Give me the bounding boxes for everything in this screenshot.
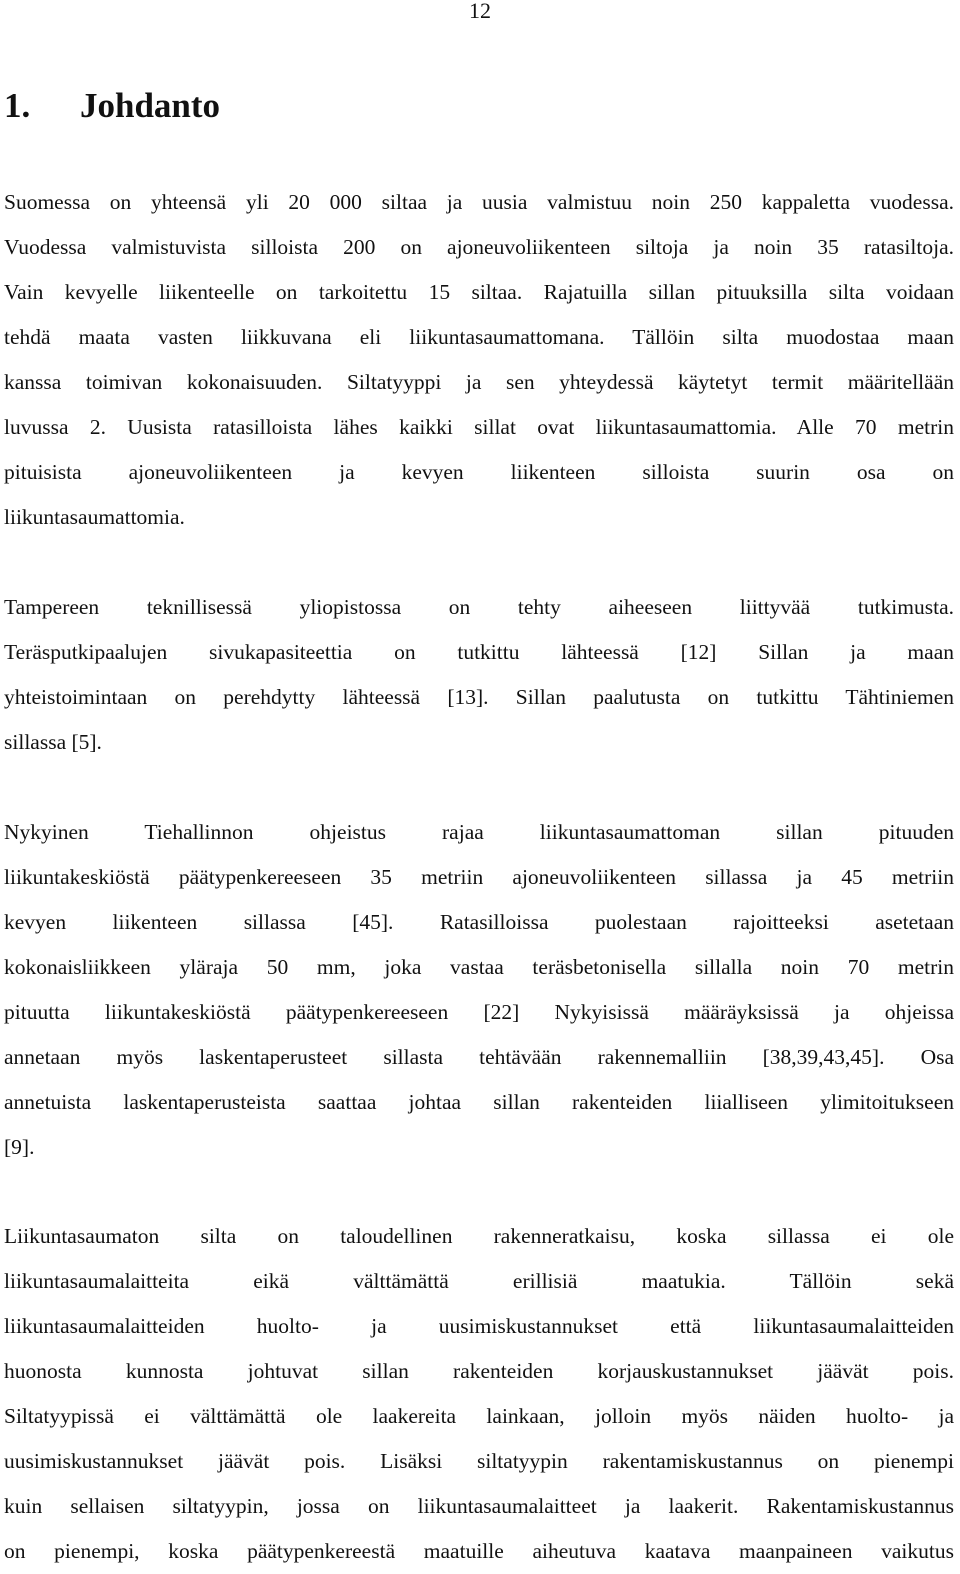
text-line: liikuntasaumalaitteita eikä välttämättä erillisiä maatukia. Tällöin sekä <box>4 1269 954 1293</box>
text-line: Nykyinen Tiehallinnon ohjeistus rajaa liikuntasaumattoman sillan pituuden <box>4 820 954 844</box>
text-line: yhteistoimintaan on perehdytty lähteessä [13]. Sillan paalutusta on tutkittu Tähtiniemen <box>4 685 954 709</box>
text-line: pituisista ajoneuvoliikenteen ja kevyen liikenteen silloista suurin osa on <box>4 460 954 484</box>
text-line: liikuntasaumalaitteiden huolto- ja uusimiskustannukset että liikuntasaumalaitteiden <box>4 1314 954 1338</box>
page-number: 12 <box>469 0 491 23</box>
chapter-title: Johdanto <box>80 86 221 125</box>
text-line: kevyen liikenteen sillassa [45]. Ratasilloissa puolestaan rajoitteeksi asetetaan <box>4 910 954 934</box>
text-line: annetuista laskentaperusteista saattaa johtaa sillan rakenteiden liialliseen ylimitoitukseen <box>4 1090 954 1114</box>
text-line: sillassa [5]. <box>4 730 102 754</box>
chapter-heading <box>4 84 220 128</box>
paragraph-4 <box>4 1214 954 1574</box>
paragraph-2 <box>4 585 954 765</box>
paragraph-1 <box>4 180 954 540</box>
text-line: [9]. <box>4 1135 35 1159</box>
chapter-number: 1. <box>4 86 31 125</box>
text-line: kokonaisliikkeen yläraja 50 mm, joka vastaa teräsbetonisella sillalla noin 70 metrin <box>4 955 954 979</box>
text-line: pituutta liikuntakeskiöstä päätypenkereeseen [22] Nykyisissä määräyksissä ja ohjeissa <box>4 1000 954 1024</box>
text-line: huonosta kunnosta johtuvat sillan rakenteiden korjauskustannukset jäävät pois. <box>4 1359 954 1383</box>
text-line: annetaan myös laskentaperusteet sillasta tehtävään rakennemalliin [38,39,43,45]. Osa <box>4 1045 954 1069</box>
text-line: Tampereen teknillisessä yliopistossa on tehty aiheeseen liittyvää tutkimusta. <box>4 595 954 619</box>
text-line: Vain kevyelle liikenteelle on tarkoitettu 15 siltaa. Rajatuilla sillan pituuksilla silta voidaan <box>4 280 954 304</box>
text-line: kuin sellaisen siltatyypin, jossa on liikuntasaumalaitteet ja laakerit. Rakentamiskustannus <box>4 1494 954 1518</box>
text-line: on pienempi, koska päätypenkereestä maatuille aiheutuva kaatava maanpaineen vaikutus <box>4 1539 954 1563</box>
text-line: Teräsputkipaalujen sivukapasiteettia on tutkittu lähteessä [12] Sillan ja maan <box>4 640 954 664</box>
text-line: Liikuntasaumaton silta on taloudellinen rakenneratkaisu, koska sillassa ei ole <box>4 1224 954 1248</box>
text-line: uusimiskustannukset jäävät pois. Lisäksi siltatyypin rakentamiskustannus on pienempi <box>4 1449 954 1473</box>
text-line: liikuntasaumattomia. <box>4 505 185 529</box>
text-line: tehdä maata vasten liikkuvana eli liikuntasaumattomana. Tällöin silta muodostaa maan <box>4 325 954 349</box>
text-line: Vuodessa valmistuvista silloista 200 on ajoneuvoliikenteen siltoja ja noin 35 ratasiltoja. <box>4 235 954 259</box>
text-line: kanssa toimivan kokonaisuuden. Siltatyyppi ja sen yhteydessä käytetyt termit määritellään <box>4 370 954 394</box>
text-line: Siltatyypissä ei välttämättä ole laakereita lainkaan, jolloin myös näiden huolto- ja <box>4 1404 954 1428</box>
paragraph-3 <box>4 810 954 1170</box>
text-line: luvussa 2. Uusista ratasilloista lähes kaikki sillat ovat liikuntasaumattomia. Alle 70 metrin <box>4 415 954 439</box>
text-line: liikuntakeskiöstä päätypenkereeseen 35 metriin ajoneuvoliikenteen sillassa ja 45 metriin <box>4 865 954 889</box>
text-line: Suomessa on yhteensä yli 20 000 siltaa ja uusia valmistuu noin 250 kappaletta vuodessa. <box>4 190 954 214</box>
